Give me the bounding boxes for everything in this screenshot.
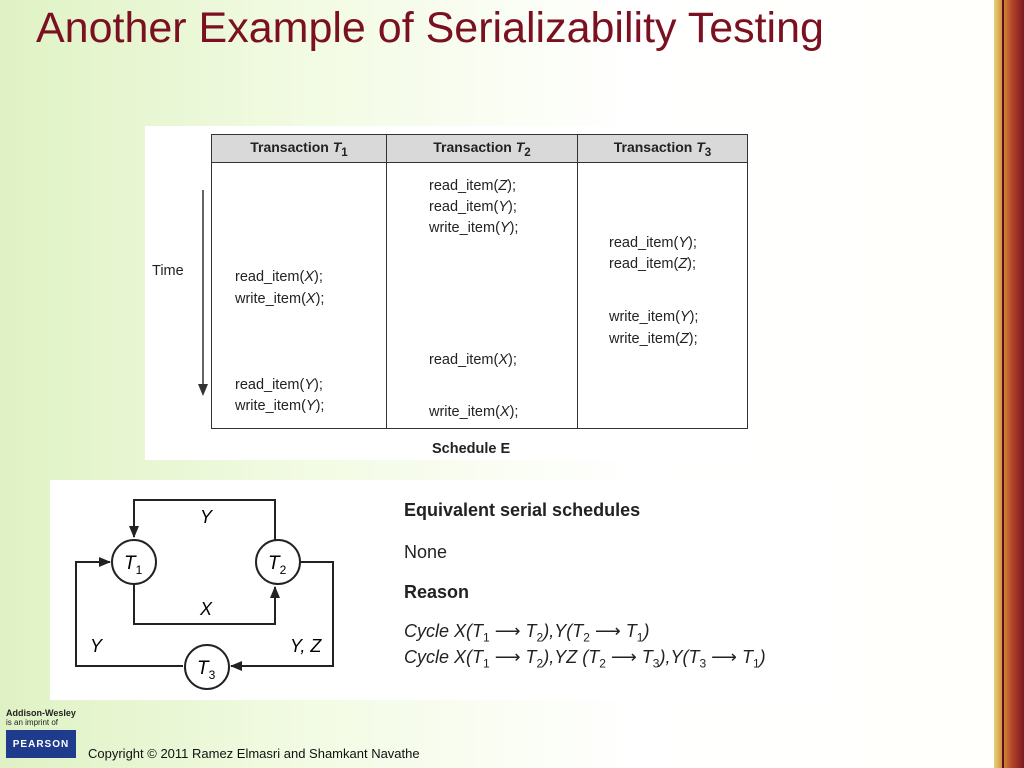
edge-label-top: Y: [200, 507, 213, 527]
arrow-icon: ⟶: [711, 647, 737, 667]
t3-op: write_item(Y);: [609, 309, 699, 325]
reason-header: Reason: [404, 582, 470, 602]
copyright-text: Copyright © 2011 Ramez Elmasri and Shamkant Navathe: [88, 746, 420, 761]
t1-op: read_item(X);: [235, 269, 323, 285]
t2-op: write_item(Y);: [429, 220, 519, 236]
cycle-line-1: Cycle $X(T_1$ ⟶ $T_2),Y(T_2$ ⟶ $T_1$): [404, 621, 650, 645]
precedence-graph: [50, 480, 380, 700]
edge-label-left: Y: [90, 636, 103, 656]
schedule-caption: Schedule E: [432, 441, 511, 457]
t3-op: read_item(Z);: [609, 256, 697, 272]
time-arrow: [195, 188, 211, 400]
t1-op: write_item(Y);: [235, 398, 325, 414]
t3-op: read_item(Y);: [609, 235, 697, 251]
node-t2-label: $T_2$: [268, 553, 287, 577]
edge-label-middle: X: [200, 599, 213, 619]
arrow-icon: ⟶: [494, 621, 521, 641]
pearson-logo: PEARSON: [6, 730, 76, 758]
equivalent-serial-header: Equivalent serial schedules: [404, 500, 641, 520]
t2-column: [387, 163, 578, 429]
header-t3: Transaction $T_3$: [578, 135, 748, 163]
equivalent-serial-value: None: [404, 542, 448, 562]
t1-column: [212, 163, 387, 429]
arrow-icon: ⟶: [594, 621, 621, 641]
t2-op: write_item(X);: [429, 404, 519, 420]
right-decor-line: [1002, 0, 1004, 768]
publisher-name: Addison-Wesley: [6, 708, 76, 718]
schedule-table: [211, 134, 748, 429]
header-t2: Transaction $T_2$: [387, 135, 578, 163]
node-t1-label: $T_1$: [124, 553, 143, 577]
right-decor-bar: [994, 0, 1024, 768]
edge-label-right: Y, Z: [290, 636, 322, 656]
t3-op: write_item(Z);: [609, 331, 698, 347]
publisher-logo: [6, 708, 80, 758]
t1-op: write_item(X);: [235, 291, 325, 307]
slide-title: Another Example of Serializability Testing: [36, 4, 824, 52]
arrow-icon: ⟶: [494, 647, 521, 667]
graph-panel: [50, 480, 840, 700]
schedule-panel: [145, 126, 760, 460]
arrow-icon: ⟶: [610, 647, 637, 667]
cycle-line-2: Cycle $X(T_1$ ⟶ $T_2),YZ$ ($T_2$ ⟶ $T_3),Y(T_3$ ⟶ $T_1$): [404, 647, 766, 671]
header-t1: Transaction $T_1$: [212, 135, 387, 163]
t2-op: read_item(Y);: [429, 199, 517, 215]
t2-op: read_item(X);: [429, 352, 517, 368]
t1-op: read_item(Y);: [235, 377, 323, 393]
publisher-imprint: is an imprint of: [6, 718, 59, 727]
t3-column: [578, 163, 748, 429]
node-t3-label: $T_3$: [197, 658, 216, 682]
time-label: Time: [152, 263, 184, 279]
t2-op: read_item(Z);: [429, 178, 517, 194]
